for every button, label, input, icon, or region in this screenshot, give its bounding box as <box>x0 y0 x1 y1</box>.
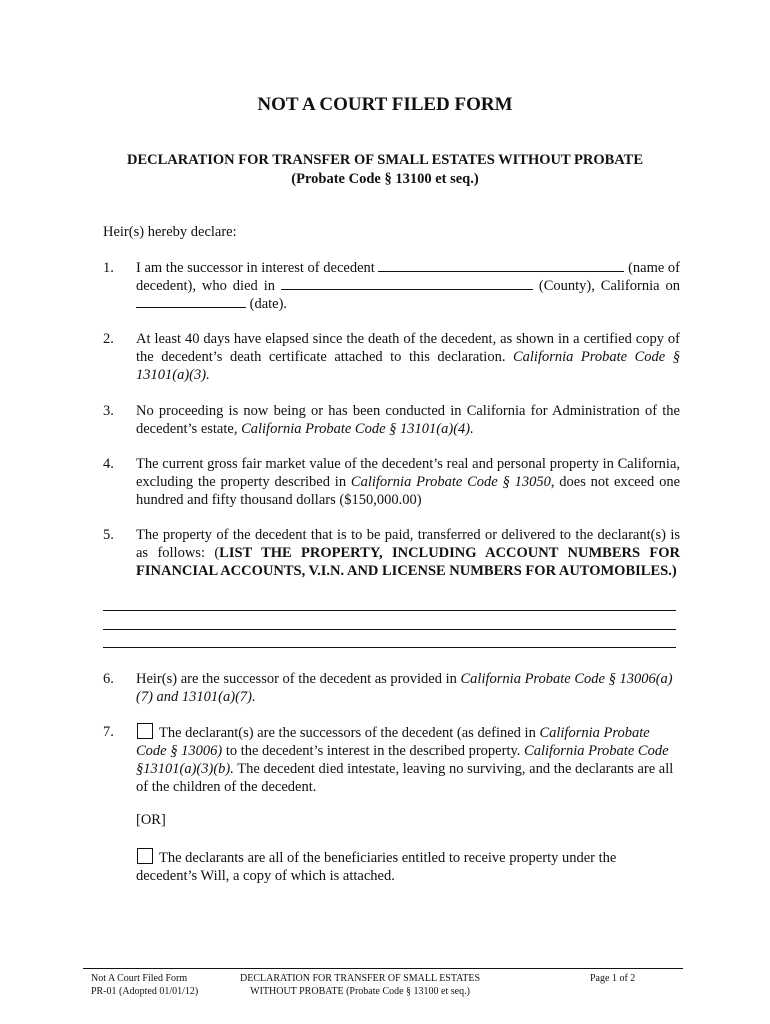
item-7-text-a: The declarant(s) are the successors of the decedent (as defined in <box>159 725 536 741</box>
county-field[interactable] <box>281 277 533 290</box>
page-header-title: NOT A COURT FILED FORM <box>257 94 513 115</box>
item-4-citation: California Probate Code § 13050 <box>350 474 551 490</box>
item-number: 1. <box>103 260 114 276</box>
item-number: 5. <box>103 527 114 543</box>
item-4-text-a: The current gross fair market value of the decedent’s real and personal property in California, excluding the property described in <box>136 456 680 490</box>
item-6-citation: California Probate Code § 13006(a)(7) and 13101(a)(7). <box>136 671 673 705</box>
property-line-2[interactable] <box>103 629 676 630</box>
item-4-text-b: , does not exceed one hundred and fifty thousand dollars ($150,000.00) <box>136 474 681 508</box>
intestate-checkbox[interactable] <box>137 723 153 739</box>
footer-form-info <box>91 972 198 998</box>
item-1-text-d: (date). <box>249 296 288 312</box>
item-number: 2. <box>103 331 114 347</box>
item-number: 3. <box>103 403 114 419</box>
footer-title <box>240 972 480 998</box>
item-text <box>136 848 680 885</box>
footer-form-number: PR-01 (Adopted 01/01/12) <box>91 986 199 997</box>
item-2-text: At least 40 days have elapsed since the death of the decedent, as shown in a certified copy of the decedent’s death certificate attached to this declaration. <box>136 331 680 365</box>
item-7-text-c: The decedent died intestate, leaving no surviving, and the declarants are all of the children of the decedent. <box>136 761 674 795</box>
document-title-line1: DECLARATION FOR TRANSFER OF SMALL ESTATES WITHOUT PROBATE <box>126 152 644 168</box>
footer-page-number: Page 1 of 2 <box>590 973 636 984</box>
item-7-alt-text: The declarants are all of the beneficiaries entitled to receive property under the decedent’s Will, a copy of which is attached. <box>136 850 617 884</box>
intro-text: Heir(s) hereby declare: <box>103 224 237 240</box>
item-1-text-c: (County), California on <box>538 278 680 294</box>
item-6-text: Heir(s) are the successor of the decedent as provided in <box>136 671 457 687</box>
document-title-line2: (Probate Code § 13100 et seq.) <box>291 171 479 187</box>
item-text <box>136 526 680 580</box>
item-5-text-b: ) <box>671 563 677 579</box>
item-number: 6. <box>103 671 114 687</box>
item-2 <box>103 330 680 384</box>
item-text <box>136 402 680 438</box>
item-text <box>136 330 680 384</box>
footer-title-line1: DECLARATION FOR TRANSFER OF SMALL ESTATES <box>240 973 481 984</box>
item-1 <box>103 259 680 313</box>
item-5-text-a: The property of the decedent that is to be paid, transferred or delivered to the declarant(s) is as follows: ( <box>136 527 680 561</box>
will-beneficiaries-checkbox[interactable] <box>137 848 153 864</box>
item-7-text-b: to the decedent’s interest in the described property. <box>222 743 521 759</box>
item-7-citation-1: California Probate Code § 13006) <box>136 725 650 759</box>
decedent-name-field[interactable] <box>378 259 624 272</box>
item-3-text: No proceeding is now being or has been conducted in California for Administration of the decedent’s estate, <box>136 403 680 437</box>
item-3 <box>103 402 680 438</box>
item-6 <box>103 670 680 706</box>
item-7 <box>103 723 680 796</box>
item-text <box>136 723 680 796</box>
date-of-death-field[interactable] <box>136 295 246 308</box>
footer-divider <box>83 968 683 969</box>
item-text <box>136 670 680 706</box>
item-1-text-b: (name of decedent), who died in <box>136 260 681 294</box>
item-text <box>136 259 680 313</box>
item-4 <box>103 455 680 509</box>
footer-title-line2: WITHOUT PROBATE (Probate Code § 13100 et seq.) <box>250 986 470 997</box>
item-7-alternative <box>136 848 680 885</box>
item-5-instruction: LIST THE PROPERTY, INCLUDING ACCOUNT NUMBERS FOR FINANCIAL ACCOUNTS, V.I.N. AND LICENSE NUMBERS FOR AUTOMOBILES. <box>136 545 680 579</box>
item-3-citation: California Probate Code § 13101(a)(4). <box>241 421 474 437</box>
item-number: 4. <box>103 456 114 472</box>
item-7-citation-2: California Probate Code §13101(a)(3)(b). <box>136 743 669 777</box>
or-separator: [OR] <box>136 812 166 828</box>
item-5 <box>103 526 680 580</box>
property-line-1[interactable] <box>103 610 676 611</box>
item-1-text-a: I am the successor in interest of decedent <box>136 260 375 276</box>
footer-form-name: Not A Court Filed Form <box>91 973 188 984</box>
item-2-citation: California Probate Code § 13101(a)(3). <box>136 349 681 383</box>
property-line-3[interactable] <box>103 647 676 648</box>
item-text <box>136 455 680 509</box>
document-title <box>0 151 770 189</box>
item-number: 7. <box>103 724 114 740</box>
